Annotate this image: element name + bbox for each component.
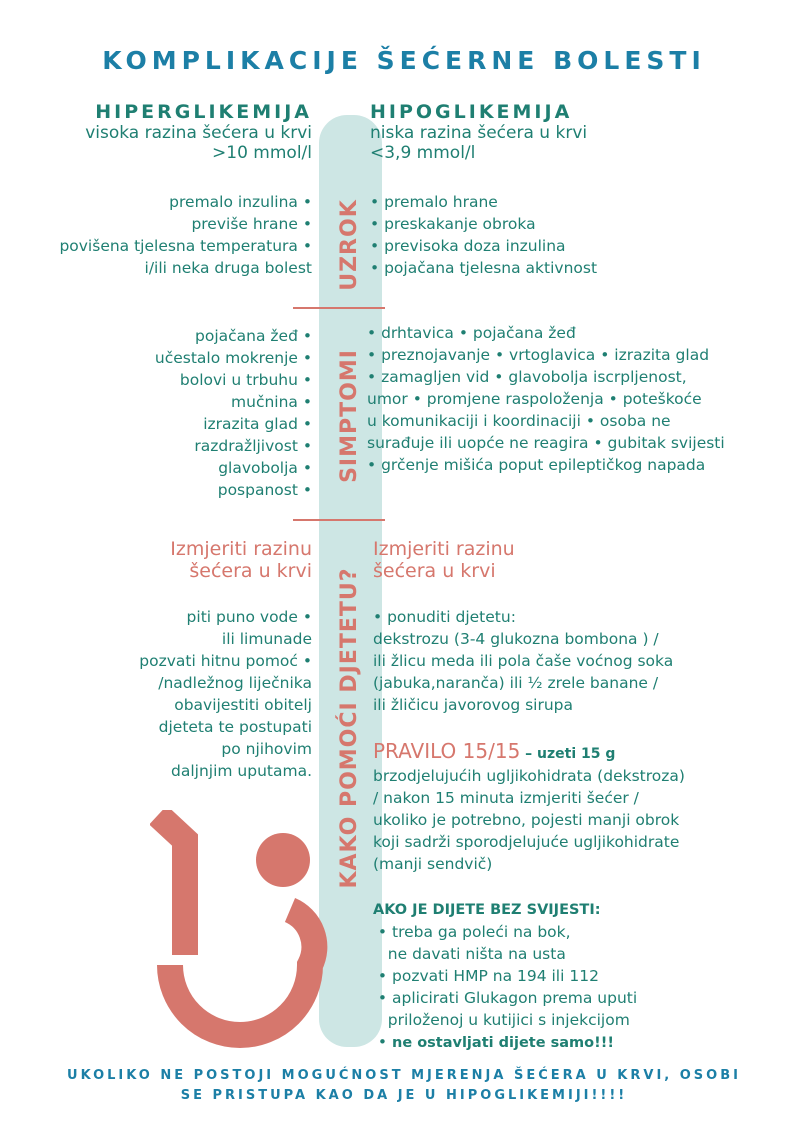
list-item: dekstrozu (3-4 glukozna bombona ) / bbox=[373, 630, 659, 648]
list-item: brzodjelujućih ugljikohidrata (dekstroza) bbox=[373, 767, 685, 785]
hypo-symptoms bbox=[367, 322, 797, 476]
list-item: • treba ga poleći na bok, bbox=[373, 923, 571, 941]
list-item: surađuje ili uopće ne reagira • gubitak svijesti bbox=[367, 434, 725, 452]
list-item: mučnina • bbox=[231, 393, 312, 411]
hypo-header bbox=[370, 101, 670, 163]
list-item: ili limunade bbox=[221, 630, 312, 648]
rule-title: PRAVILO 15/15 bbox=[373, 739, 521, 763]
rule-15-15 bbox=[373, 740, 793, 875]
list-item: ne davati ništa na usta bbox=[373, 945, 566, 963]
unconscious-title: AKO JE DIJETE BEZ SVIJESTI: bbox=[373, 902, 601, 918]
unconscious-section: AKO JE DIJETE BEZ SVIJESTI: • treba ga poleći na bok, ne davati ništa na usta • pozvati HMP na 194 ili 112 • aplicirati Glukagon prema uputi priloženoj u kutijici s injekcijom • ne ostavljati dijete samo!!! bbox=[373, 899, 793, 1054]
list-item: • pojačana tjelesna aktivnost bbox=[370, 259, 598, 277]
hypo-heading: HIPOGLIKEMIJA bbox=[370, 101, 573, 123]
list-item: djeteta te postupati bbox=[158, 718, 312, 736]
list-item: • drhtavica • pojačana žeđ bbox=[367, 324, 576, 342]
list-item: pozvati hitnu pomoć • bbox=[139, 652, 312, 670]
logo-icon bbox=[150, 810, 330, 1070]
footer-line-1: UKOLIKO NE POSTOJI MOGUĆNOST MJERENJA ŠEĆERA U KRVI, OSOBI bbox=[67, 1068, 741, 1083]
list-item: • preznojavanje • vrtoglavica • izrazita glad bbox=[367, 346, 710, 364]
list-item: (manji sendvič) bbox=[373, 855, 493, 873]
list-item: ili žlicu meda ili pola čaše voćnog soka bbox=[373, 652, 674, 670]
hypo-help-heading: Izmjeriti razinu šećera u krvi bbox=[373, 538, 515, 582]
hyper-help-heading: Izmjeriti razinu šećera u krvi bbox=[170, 538, 312, 582]
hyper-symptoms bbox=[20, 325, 312, 501]
hypo-value: <3,9 mmol/l bbox=[370, 143, 476, 163]
hyper-header bbox=[20, 101, 312, 163]
hyper-help bbox=[20, 606, 312, 782]
list-item: previše hrane • bbox=[191, 215, 312, 233]
list-item: • zamagljen vid • glavobolja iscrpljenost, bbox=[367, 368, 687, 386]
hyper-causes bbox=[10, 191, 312, 279]
list-item: premalo inzulina • bbox=[169, 193, 312, 211]
label-cause: UZROK bbox=[337, 199, 362, 291]
list-item: • pozvati HMP na 194 ili 112 bbox=[373, 967, 599, 985]
list-item: (jabuka,naranča) ili ½ zrele banane / bbox=[373, 674, 659, 692]
list-item: • aplicirati Glukagon prema uputi bbox=[373, 989, 638, 1007]
hypo-help bbox=[373, 606, 793, 716]
list-item: piti puno vode • bbox=[186, 608, 312, 626]
list-item: daljnjim uputama. bbox=[171, 762, 312, 780]
list-item: • previsoka doza inzulina bbox=[370, 237, 566, 255]
footer-line-2: SE PRISTUPA KAO DA JE U HIPOGLIKEMIJI!!!! bbox=[180, 1088, 628, 1103]
list-item: i/ili neka druga bolest bbox=[144, 259, 312, 277]
rule-first: – uzeti 15 g bbox=[520, 746, 616, 762]
list-item: izrazita glad • bbox=[203, 415, 312, 433]
list-item: obavijestiti obitelj bbox=[174, 696, 312, 714]
hyper-heading: HIPERGLIKEMIJA bbox=[95, 101, 312, 123]
list-item: pojačana žeđ • bbox=[195, 327, 312, 345]
label-symptoms: SIMPTOMI bbox=[337, 349, 362, 483]
hypo-causes bbox=[370, 191, 790, 279]
list-item: po njihovim bbox=[221, 740, 312, 758]
list-item: učestalo mokrenje • bbox=[154, 349, 312, 367]
list-item: povišena tjelesna temperatura • bbox=[59, 237, 312, 255]
label-help: KAKO POMOĆI DJETETU? bbox=[337, 567, 362, 889]
list-item: razdražljivost • bbox=[194, 437, 312, 455]
list-item: ili žličicu javorovog sirupa bbox=[373, 696, 574, 714]
list-item: pospanost • bbox=[217, 481, 312, 499]
list-item: ukoliko je potrebno, pojesti manji obrok bbox=[373, 811, 680, 829]
footer-note bbox=[0, 1066, 808, 1106]
unconscious-warning: ne ostavljati dijete samo!!! bbox=[392, 1035, 614, 1051]
hyper-value: >10 mmol/l bbox=[212, 143, 312, 163]
list-item: /nadležnog liječnika bbox=[158, 674, 312, 692]
list-item: koji sadrži sporodjelujuće ugljikohidrate bbox=[373, 833, 680, 851]
list-item: • grčenje mišića poput epileptičkog napada bbox=[367, 456, 706, 474]
list-item: • preskakanje obroka bbox=[370, 215, 536, 233]
list-item: priloženoj u kutijici s injekcijom bbox=[373, 1011, 630, 1029]
page-title: KOMPLIKACIJE ŠEĆERNE BOLESTI bbox=[102, 46, 706, 75]
list-item: umor • promjene raspoloženja • poteškoće bbox=[367, 390, 702, 408]
list-item: glavobolja • bbox=[218, 459, 312, 477]
hypo-desc: niska razina šećera u krvi bbox=[370, 123, 588, 143]
list-item: u komunikaciji i koordinaciji • osoba ne bbox=[367, 412, 671, 430]
list-item: / nakon 15 minuta izmjeriti šećer / bbox=[373, 789, 639, 807]
hyper-desc: visoka razina šećera u krvi bbox=[85, 123, 312, 143]
list-item: • ponuditi djetetu: bbox=[373, 608, 516, 626]
list-item: bolovi u trbuhu • bbox=[179, 371, 312, 389]
list-item: • premalo hrane bbox=[370, 193, 498, 211]
